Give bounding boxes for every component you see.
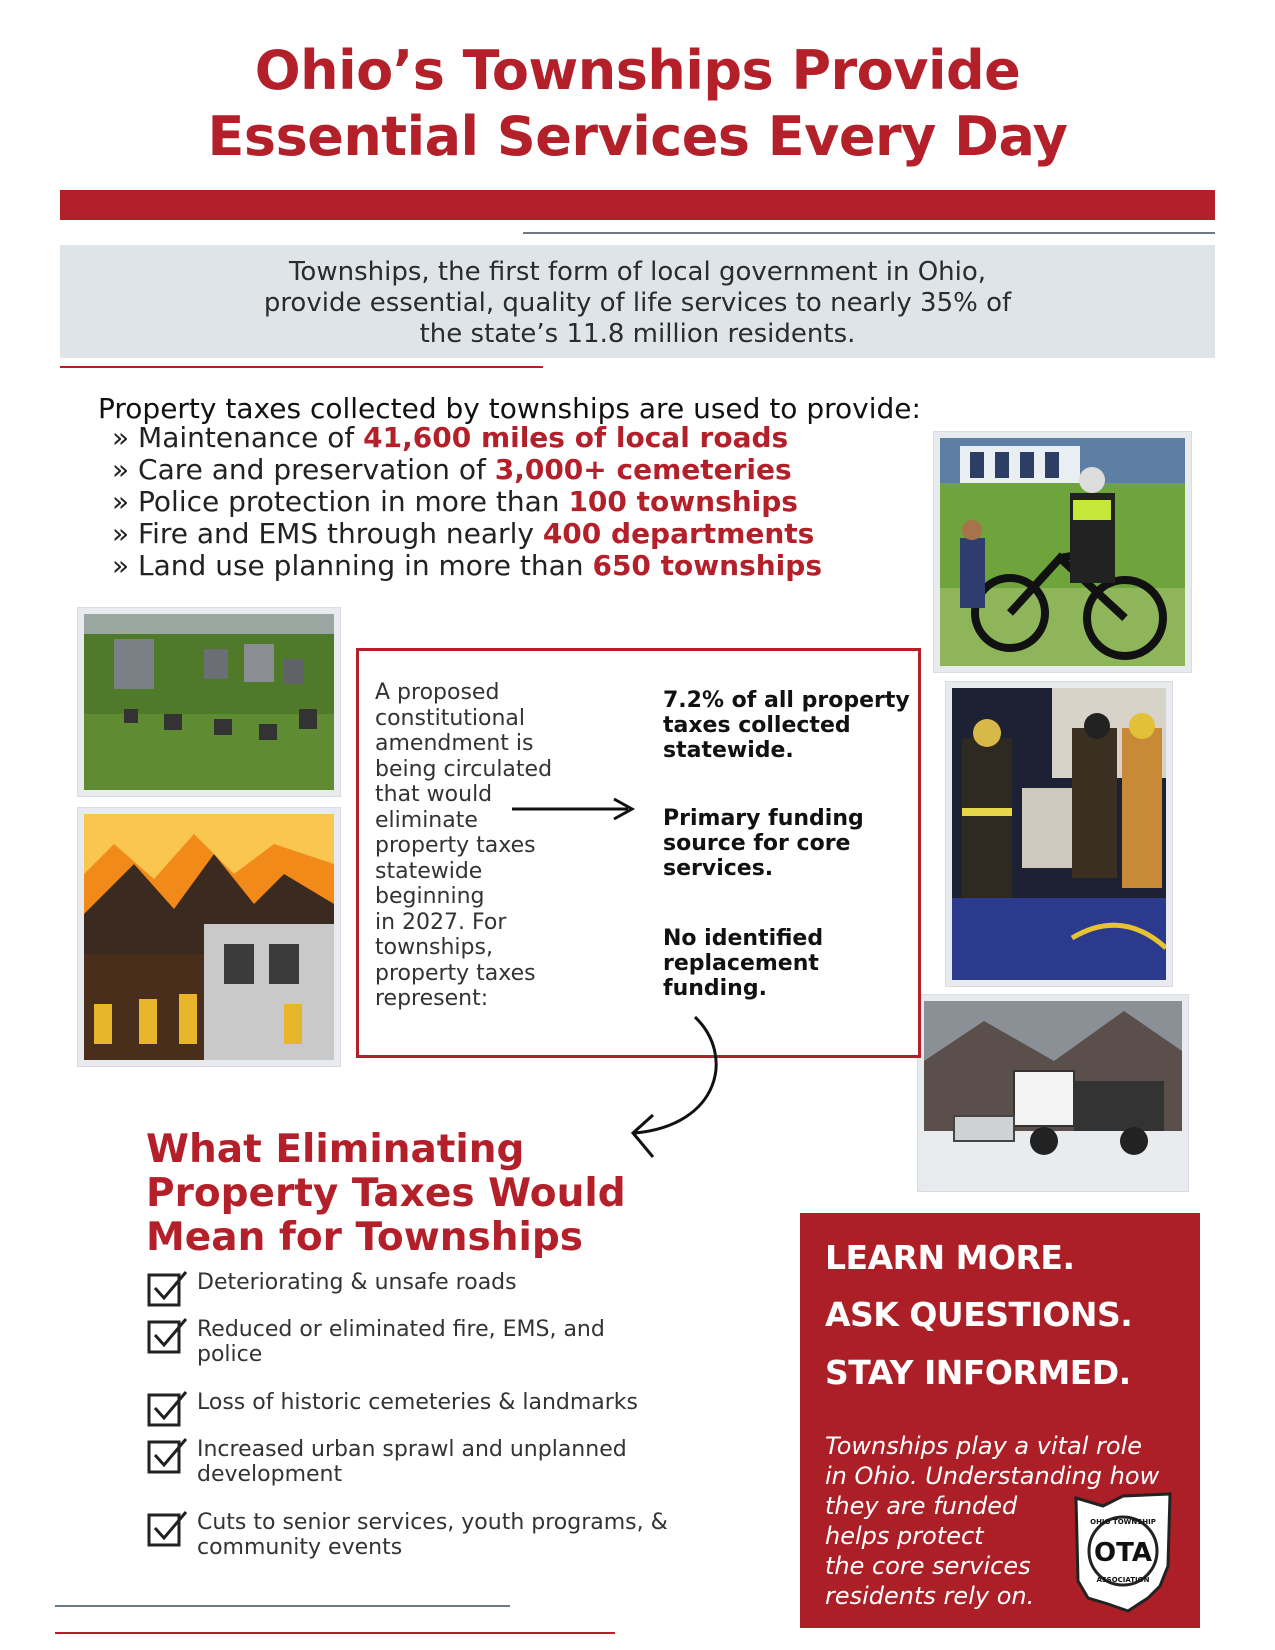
list-item: Reduced or eliminated fire, EMS, and police xyxy=(146,1315,706,1367)
title-red-bar xyxy=(60,190,1215,220)
uses-heading: Property taxes collected by townships are used to provide: xyxy=(98,392,921,425)
checkbox-check-icon xyxy=(146,1508,190,1548)
photo-house-fire xyxy=(78,808,340,1066)
list-item: » Fire and EMS through nearly 400 departments xyxy=(112,517,815,550)
footer-line xyxy=(55,1605,510,1607)
footer-red-line xyxy=(55,1632,615,1634)
photo-firefighters xyxy=(946,682,1172,986)
uses-list xyxy=(112,422,822,582)
photo-snow-plow xyxy=(918,995,1188,1191)
list-item: Deteriorating & unsafe roads xyxy=(146,1268,706,1308)
list-item: Increased urban sprawl and unplanned development xyxy=(146,1435,706,1487)
intro-line-3: the state’s 11.8 million residents. xyxy=(419,319,856,349)
list-item: » Police protection in more than 100 townships xyxy=(112,485,798,518)
page-title xyxy=(60,38,1215,170)
svg-text:ASSOCIATION: ASSOCIATION xyxy=(1096,1576,1150,1584)
intro-line-2: provide essential, quality of life services to nearly 35% of xyxy=(263,288,1012,318)
title-line-1: Ohio’s Townships Provide xyxy=(254,39,1021,102)
title-line-2: Essential Services Every Day xyxy=(207,105,1068,168)
svg-text:OTA: OTA xyxy=(1094,1538,1152,1568)
intro-line-1: Townships, the first form of local government in Ohio, xyxy=(288,257,987,287)
checkbox-check-icon xyxy=(146,1268,190,1308)
divider-line xyxy=(523,232,1215,234)
photo-cemetery xyxy=(78,608,340,796)
ohio-township-association-logo xyxy=(1068,1486,1178,1616)
fact-1: 7.2% of all property taxes collected statewide. xyxy=(663,688,910,763)
checkbox-check-icon xyxy=(146,1435,190,1475)
fact-2: Primary funding source for core services. xyxy=(663,806,864,881)
consequences-title: What Eliminating Property Taxes Would Mean for Townships xyxy=(146,1127,626,1260)
cta-body: Townships play a vital role in Ohio. Understanding how they are funded helps protect the core services residents rely on. xyxy=(825,1432,1160,1610)
list-item: » Land use planning in more than 650 townships xyxy=(112,549,822,582)
list-item: » Care and preservation of 3,000+ cemeteries xyxy=(112,453,792,486)
svg-text:OHIO TOWNSHIP: OHIO TOWNSHIP xyxy=(1090,1518,1156,1526)
cta-line-3: STAY INFORMED. xyxy=(825,1353,1131,1392)
checkbox-check-icon xyxy=(146,1315,190,1355)
list-item: Cuts to senior services, youth programs, & community events xyxy=(146,1508,706,1560)
arrow-right-icon xyxy=(510,796,640,822)
cta-line-2: ASK QUESTIONS. xyxy=(825,1295,1133,1334)
cta-panel xyxy=(800,1213,1200,1628)
list-item: » Maintenance of 41,600 miles of local roads xyxy=(112,421,789,454)
list-item: Loss of historic cemeteries & landmarks xyxy=(146,1388,706,1428)
cta-line-1: LEARN MORE. xyxy=(825,1238,1075,1277)
photo-police-bike xyxy=(934,432,1191,672)
amendment-text: A proposed constitutional amendment is being circulated that would eliminate property taxes statewide beginning in 2027. For townships, property taxes represent: xyxy=(375,680,553,1011)
intro-underline xyxy=(60,366,543,368)
checkbox-check-icon xyxy=(146,1388,190,1428)
fact-3: No identified replacement funding. xyxy=(663,926,824,1001)
intro-panel xyxy=(60,245,1215,358)
